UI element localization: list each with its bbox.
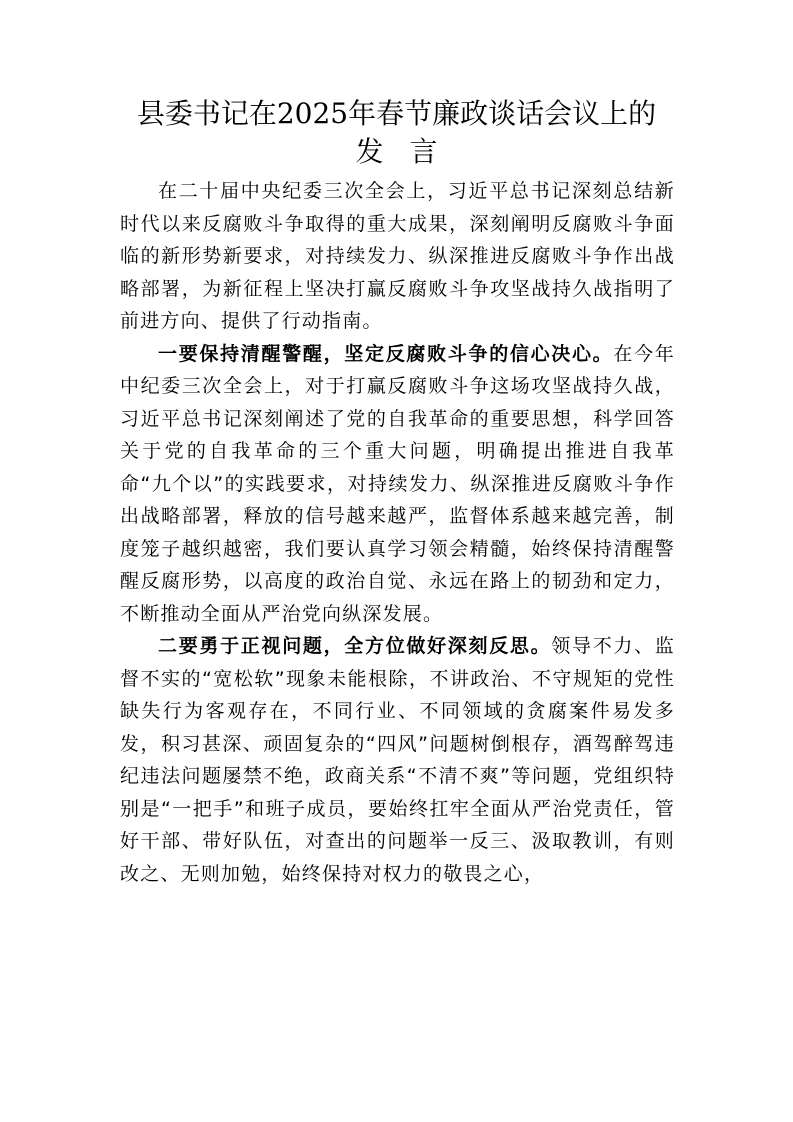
- paragraph-text: 在二十届中央纪委三次全会上，习近平总书记深刻总结新时代以来反腐败斗争取得的重大成果，深刻阐明反腐败斗争面临的新形势新要求，对持续发力、纵深推进反腐败斗争作出战略部署，为新征程上坚决打赢反腐败斗争攻坚战持久战指明了前进方向、提供了行动指南。: [120, 180, 675, 332]
- paragraph-text: 在今年中纪委三次全会上，对于打赢反腐败斗争这场攻坚战持久战，习近平总书记深刻阐述了党的自我革命的重要思想，科学回答关于党的自我革命的三个重大问题，明确提出推进自我革命“九个以”的实践要求，对持续发力、纵深推进反腐败斗争作出战略部署，释放的信号越来越严，监督体系越来越完善，制度笼子越织越密，我们要认真学习领会精髓，始终保持清醒警醒反腐形势，以高度的政治自觉、永远在路上的韧劲和定力，不断推动全面从严治党向纵深发展。: [120, 342, 675, 625]
- title-line-1: 县委书记在2025年春节廉政谈话会议上的: [136, 97, 657, 130]
- paragraph-point-1: [120, 338, 675, 631]
- paragraph-intro: [120, 175, 675, 338]
- title-line-2: 发言: [355, 135, 464, 168]
- paragraph-lead: 二要勇于正视问题，全方位做好深刻反思。: [158, 635, 552, 657]
- paragraph-point-2: [120, 630, 675, 890]
- paragraph-text: 领导不力、监督不实的“宽松软”现象未能根除，不讲政治、不守规矩的党性缺失行为客观存在，不同行业、不同领域的贪腐案件易发多发，积习甚深、顽固复杂的“四风”问题树倒根存，酒驾醉驾违纪违法问题屡禁不绝，政商关系“不清不爽”等问题，党组织特别是“一把手”和班子成员，要始终扛牢全面从严治党责任，管好干部、带好队伍，对查出的问题举一反三、汲取教训，有则改之、无则加勉，始终保持对权力的敬畏之心，: [120, 635, 675, 885]
- document-title: [100, 95, 693, 171]
- paragraph-lead: 一要保持清醒警醒，坚定反腐败斗争的信心决心。: [158, 342, 614, 365]
- document-body: [120, 175, 675, 890]
